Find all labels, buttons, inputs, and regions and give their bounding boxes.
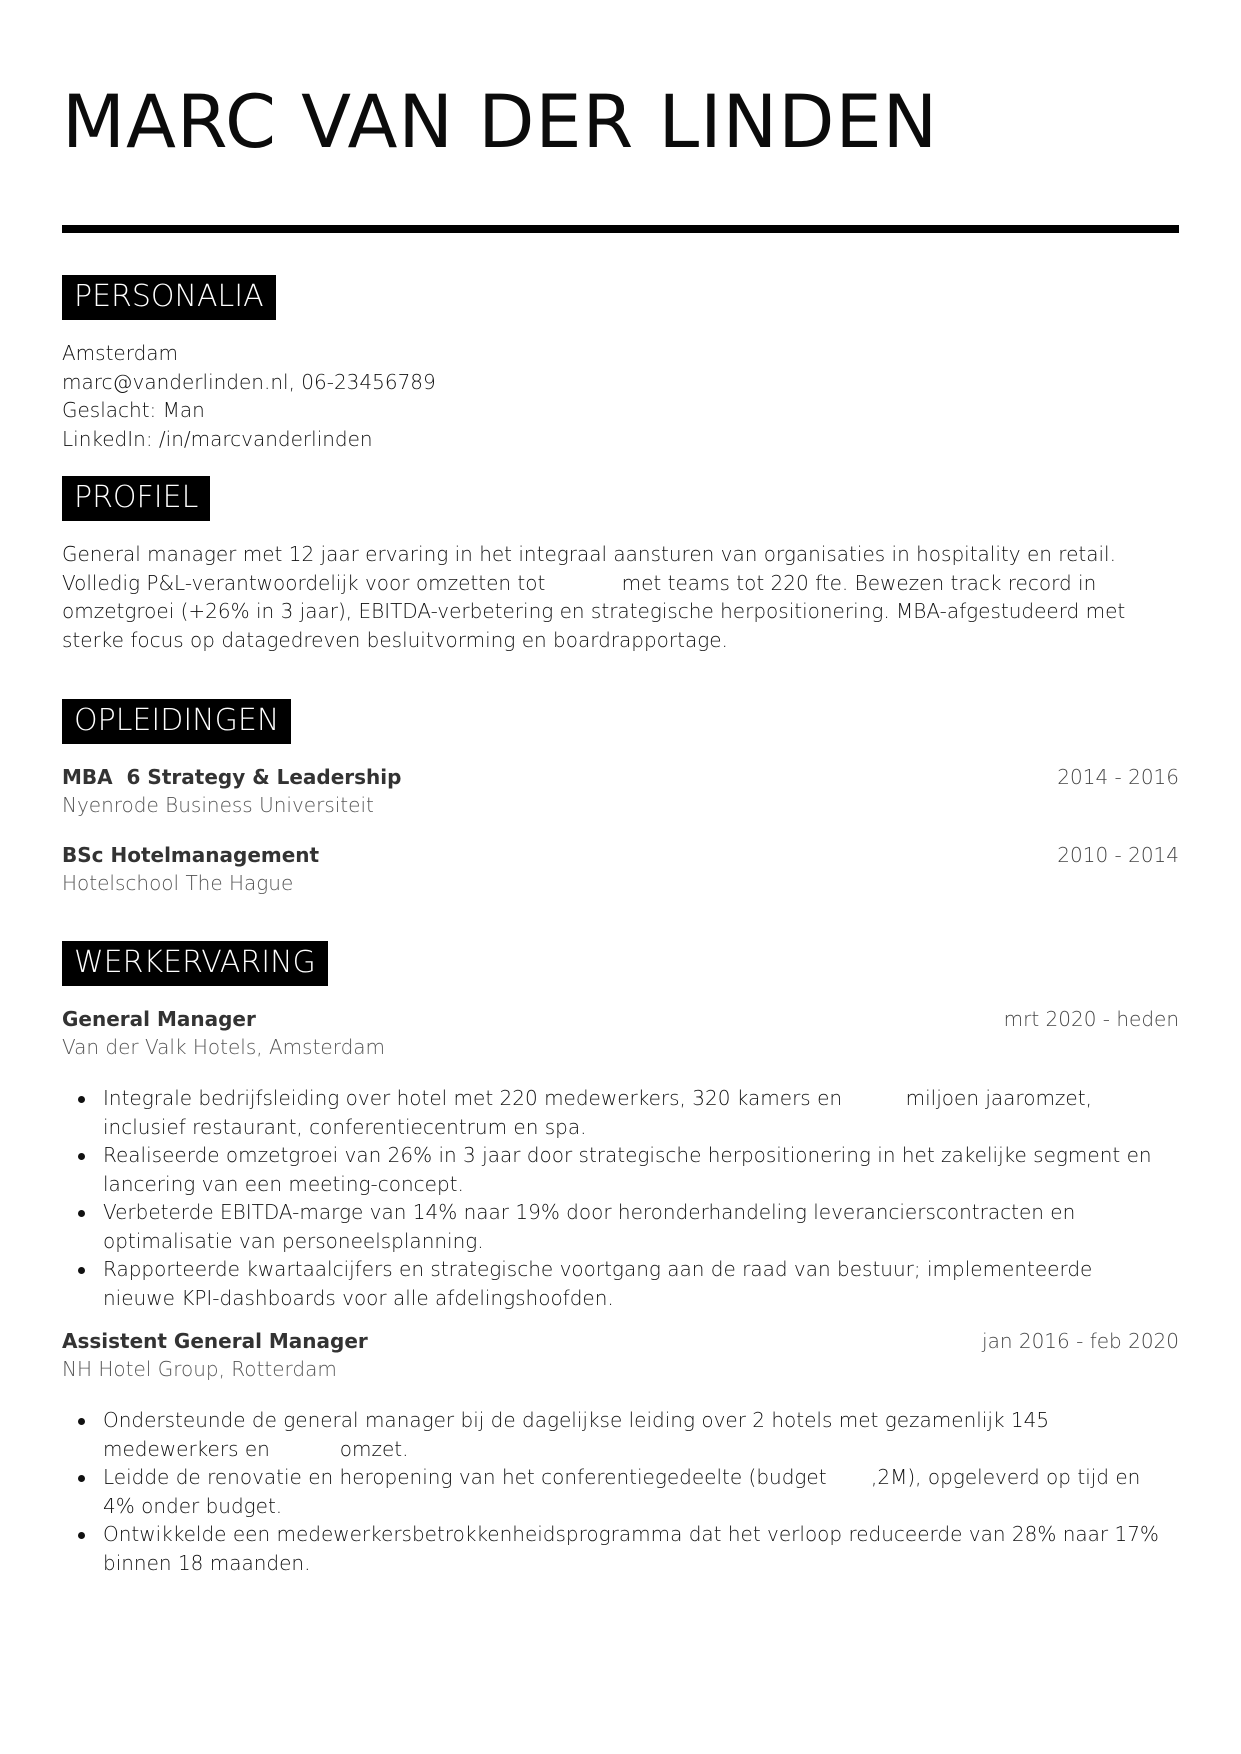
company-name: NH Hotel Group, Rotterdam bbox=[62, 1357, 337, 1381]
job-responsibilities bbox=[62, 1084, 1179, 1312]
location-text: Amsterdam bbox=[62, 341, 179, 365]
job-period: jan 2016 - feb 2020 bbox=[982, 1329, 1179, 1353]
profile-line: sterke focus op datagedreven besluitvorming en boardrapportage. bbox=[62, 627, 728, 652]
education-period: 2014 - 2016 bbox=[1057, 765, 1179, 789]
werkervaring-section bbox=[62, 941, 1179, 1577]
list-item: Leidde de renovatie en heropening van het conferentiegedeelte (budget ,2M), opgeleverd op tijd en 4% onder budget. bbox=[62, 1463, 1179, 1520]
bullet-icon bbox=[78, 1418, 85, 1425]
bullet-icon bbox=[78, 1210, 85, 1217]
school-name: Nyenrode Business Universiteit bbox=[62, 793, 374, 817]
candidate-name: MARC VAN DER LINDEN bbox=[62, 80, 939, 165]
job-entry bbox=[62, 1005, 1179, 1061]
personalia-section bbox=[62, 275, 436, 453]
profiel-heading: PROFIEL bbox=[62, 476, 210, 521]
contact-text: marc@vanderlinden.nl, 06-23456789 bbox=[62, 369, 436, 394]
bullet-icon bbox=[78, 1532, 85, 1539]
werkervaring-heading: WERKERVARING bbox=[62, 941, 328, 986]
linkedin-text: LinkedIn: /in/marcvanderlinden bbox=[62, 426, 373, 451]
list-item: Rapporteerde kwartaalcijfers en strategische voortgang aan de raad van bestuur; implementeerde nieuwe KPI-dashboards voor alle afdelingshoofden. bbox=[62, 1255, 1179, 1312]
job-entry bbox=[62, 1327, 1179, 1383]
bullet-icon bbox=[78, 1096, 85, 1103]
list-item: Verbeterde EBITDA-marge van 14% naar 19% door heronderhandeling leverancierscontracten en optimalisatie van personeelsplanning. bbox=[62, 1198, 1179, 1255]
gender-text: Geslacht: Man bbox=[62, 398, 205, 422]
list-item: Integrale bedrijfsleiding over hotel met 220 medewerkers, 320 kamers en miljoen jaaromzet, inclusief restaurant, conferentiecentrum en spa. bbox=[62, 1084, 1179, 1141]
personalia-details bbox=[62, 339, 436, 453]
bullet-icon bbox=[78, 1475, 85, 1482]
list-item: Ondersteunde de general manager bij de dagelijkse leiding over 2 hotels met gezamenlijk 145 medewerkers en omzet. bbox=[62, 1406, 1179, 1463]
bullet-icon bbox=[78, 1153, 85, 1160]
degree-title: MBA 6 Strategy & Leadership bbox=[62, 765, 402, 789]
profiel-section bbox=[62, 476, 1179, 654]
education-item bbox=[62, 841, 1179, 897]
school-name: Hotelschool The Hague bbox=[62, 871, 294, 895]
opleidingen-section bbox=[62, 699, 1179, 897]
education-period: 2010 - 2014 bbox=[1057, 843, 1179, 867]
job-title: General Manager bbox=[62, 1007, 256, 1031]
profile-summary bbox=[62, 540, 1179, 654]
degree-title: BSc Hotelmanagement bbox=[62, 843, 320, 867]
list-item: Realiseerde omzetgroei van 26% in 3 jaar door strategische herpositionering in het zakelijke segment en lancering van een meeting-concept. bbox=[62, 1141, 1179, 1198]
job-period: mrt 2020 - heden bbox=[1003, 1007, 1179, 1031]
job-responsibilities bbox=[62, 1406, 1179, 1577]
company-name: Van der Valk Hotels, Amsterdam bbox=[62, 1035, 386, 1059]
education-item bbox=[62, 763, 1179, 819]
job-title: Assistent General Manager bbox=[62, 1329, 368, 1353]
profile-line: Volledig P&L-verantwoordelijk voor omzetten tot met teams tot 220 fte. Bewezen track record in bbox=[62, 570, 1097, 595]
bullet-icon bbox=[78, 1267, 85, 1274]
profile-line: omzetgroei (+26% in 3 jaar), EBITDA-verbetering en strategische herpositionering. MBA-afgestudeerd met bbox=[62, 599, 1126, 623]
profile-line: General manager met 12 jaar ervaring in het integraal aansturen van organisaties in hospitality en retail. bbox=[62, 542, 1116, 566]
personalia-heading: PERSONALIA bbox=[62, 275, 276, 320]
list-item: Ontwikkelde een medewerkersbetrokkenheidsprogramma dat het verloop reduceerde van 28% naar 17% binnen 18 maanden. bbox=[62, 1520, 1179, 1577]
header-divider bbox=[62, 225, 1179, 233]
opleidingen-heading: OPLEIDINGEN bbox=[62, 699, 291, 744]
